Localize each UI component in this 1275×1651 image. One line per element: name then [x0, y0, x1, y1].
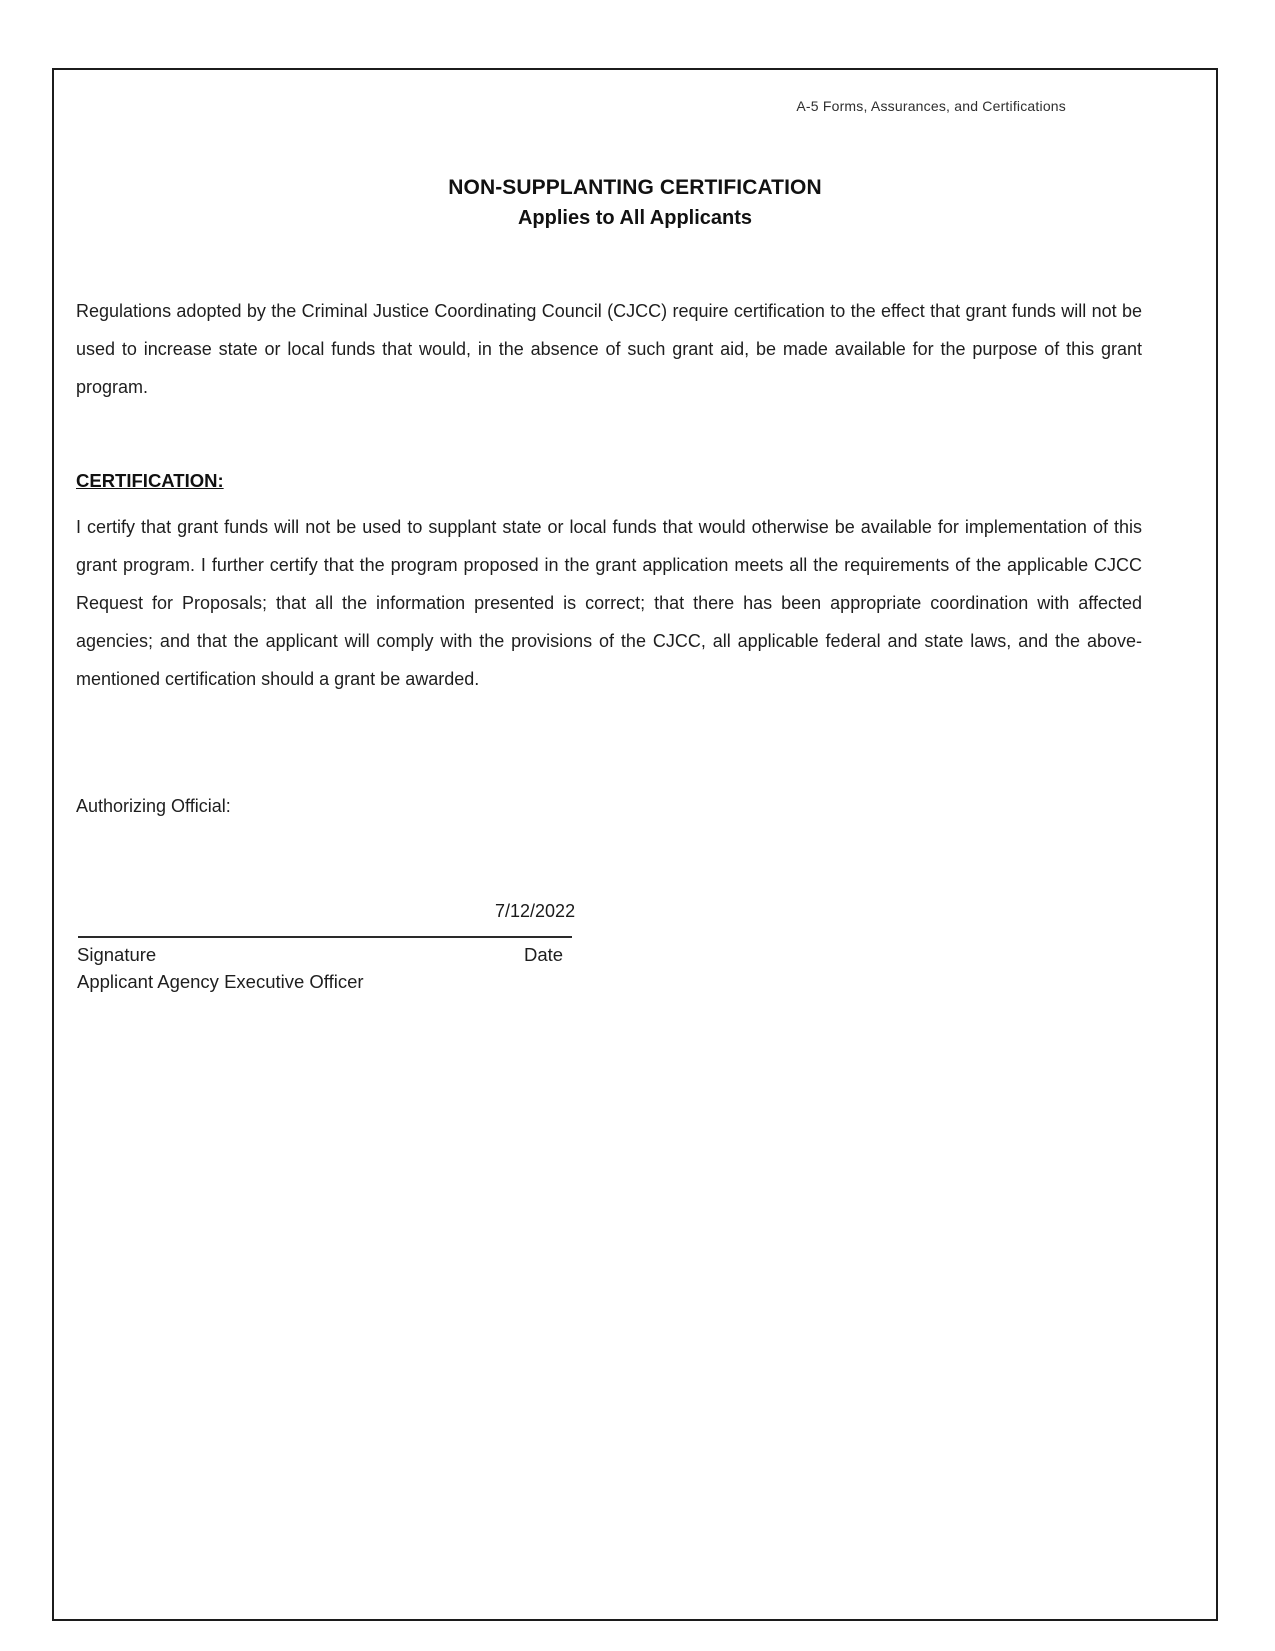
intro-paragraph: Regulations adopted by the Criminal Justice Coordinating Council (CJCC) require certification to the effect that grant funds will not be used to increase state or local funds that would, in the absence of such grant aid, be made available for the purpose of this grant program. — [76, 301, 1142, 397]
signature-label: Signature — [77, 944, 157, 965]
page-border-frame — [52, 68, 1218, 1621]
document-subtitle: Applies to All Applicants — [517, 207, 753, 229]
document-title: NON-SUPPLANTING CERTIFICATION — [448, 176, 822, 199]
certification-heading: CERTIFICATION: — [76, 470, 224, 491]
authorizing-official-label: Authorizing Official: — [76, 796, 231, 816]
signer-title-label: Applicant Agency Executive Officer — [77, 971, 364, 992]
date-label: Date — [524, 944, 564, 965]
certification-paragraph: I certify that grant funds will not be used to supplant state or local funds that would otherwise be available for implementation of this grant program. I further certify that the program proposed in the grant application meets all the requirements of the applicable CJCC Request for Proposals; that all the information presented is correct; that there has been appropriate coordination with affected agencies; and that the applicant will comply with the provisions of the CJCC, all applicable federal and state laws, and the above-mentioned certification should a grant be awarded. — [76, 517, 1142, 689]
title-block — [54, 176, 1216, 230]
document-header-reference: A-5 Forms, Assurances, and Certifications — [796, 98, 1066, 114]
signed-date-value: 7/12/2022 — [495, 901, 576, 921]
signature-line — [78, 936, 572, 938]
